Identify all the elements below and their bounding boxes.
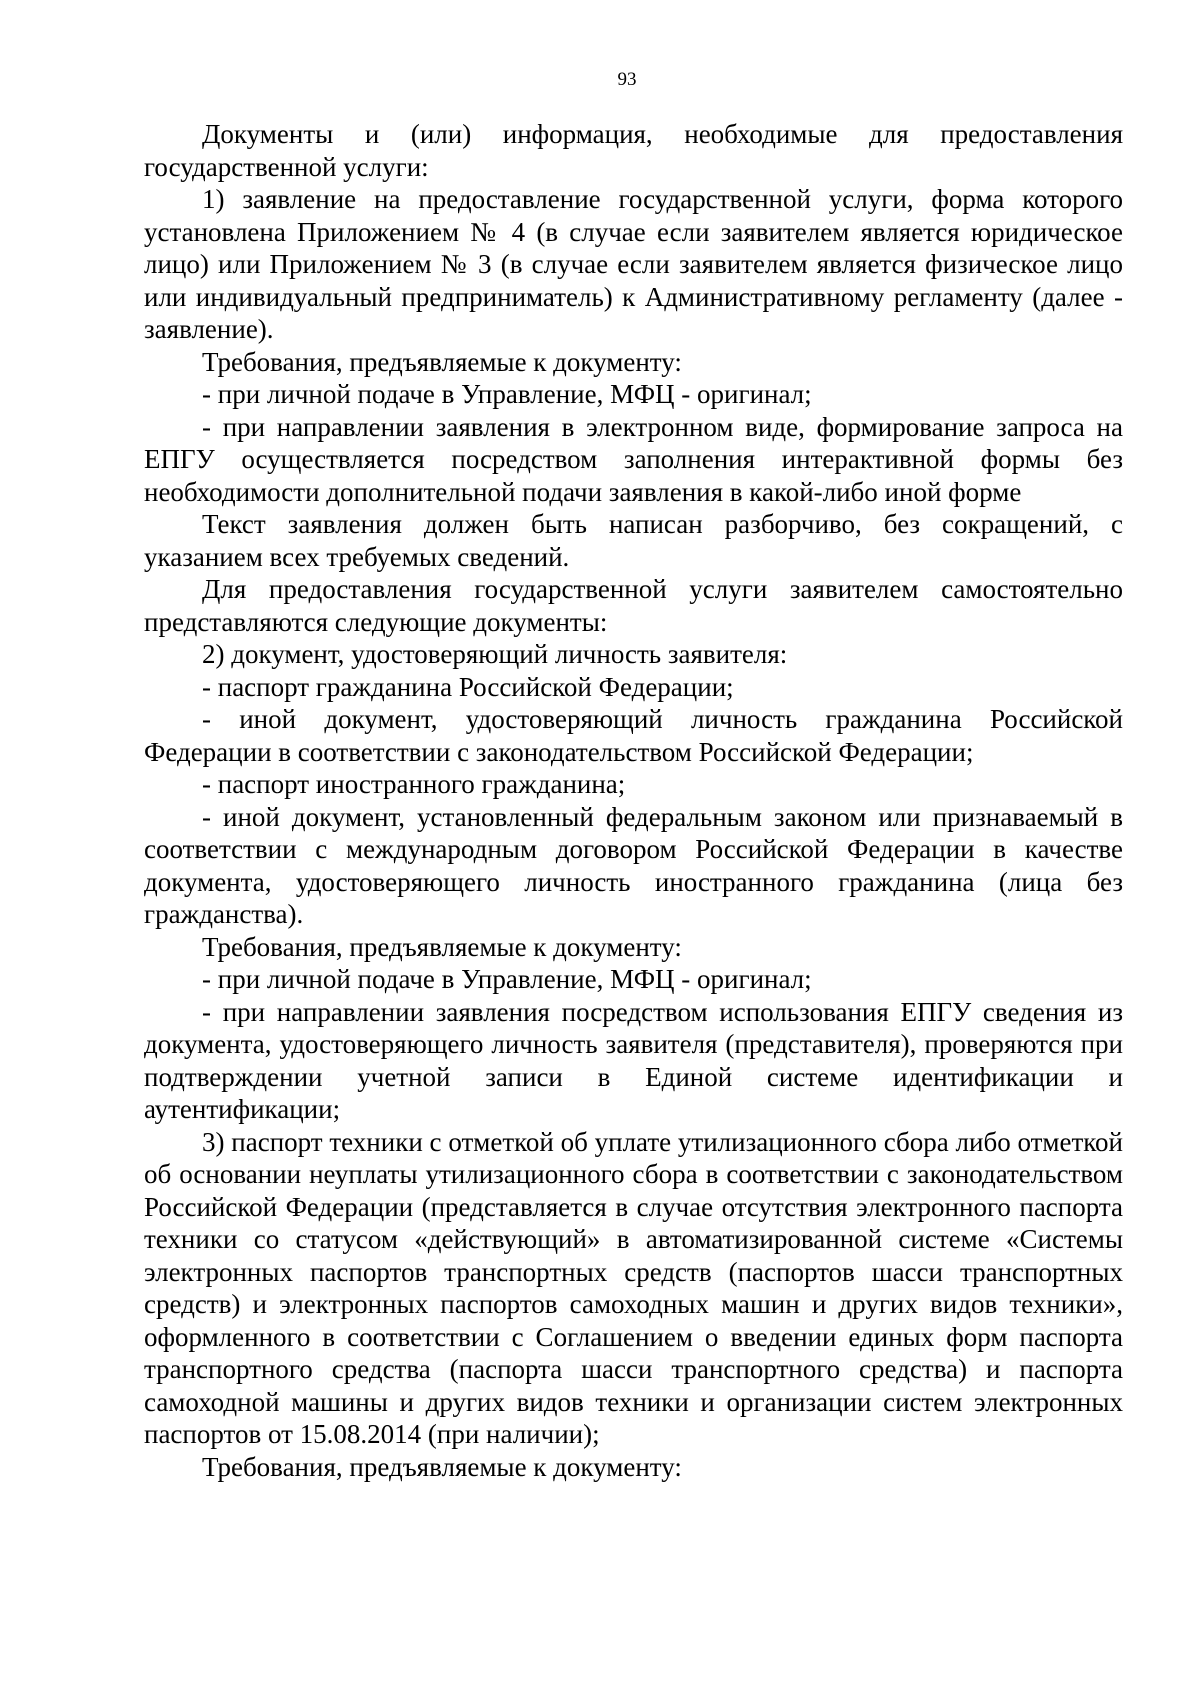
paragraph-russian-passport: - паспорт гражданина Российской Федерации; — [202, 671, 734, 702]
paragraph-electronic-submission: - при направлении заявления в электронном виде, формирование запроса на ЕПГУ осуществляется посредством заполнения интерактивной формы без необходимости дополнительной подачи заявления в какой-либо иной форме — [144, 411, 1123, 507]
paragraph-foreign-passport: - паспорт иностранного гражданина; — [202, 769, 626, 799]
paragraph-epgu-identity-check: - при направлении заявления посредством использования ЕПГУ сведения из документа, удостоверяющего личность заявителя (представителя), проверяются при подтверждении учетной записи в Единой системе идентификации и аутентификации; — [144, 996, 1123, 1124]
paragraph-other-foreign-id: - иной документ, установленный федеральным законом или признаваемый в соответствии с международным договором Российской Федерации в качестве документа, удостоверяющего личность иностранного гражданина (лица без гражданства). — [144, 801, 1123, 929]
paragraph-item-3-equipment-passport: 3) паспорт техники с отметкой об уплате утилизационного сбора либо отметкой об основании неуплаты утилизационного сбора в соответствии с законодательством Российской Федерации (представляется в случае отсутствия электронного паспорта техники со статусом «действующий» в автоматизированной системе «Системы электронных паспортов транспортных средств (паспортов шасси транспортных средств) и электронных паспортов самоходных машин и других видов техники», оформленного в соответствии с Соглашением о введении единых форм паспорта транспортного средства (паспорта шасси транспортного средства) и паспорта самоходной машины и других видов техники и организации систем электронных паспортов от 15.08.2014 (при наличии); — [144, 1126, 1123, 1449]
paragraph-item-1-application: 1) заявление на предоставление государственной услуги, форма которого установлена Приложением № 4 (в случае если заявителем является юридическое лицо) или Приложением № 3 (в случае если заявителем является физическое лицо или индивидуальный предприниматель) к Административному регламенту (далее - заявление). — [144, 184, 1123, 344]
paragraph-item-2-identity-document: 2) документ, удостоверяющий личность заявителя: — [202, 639, 788, 669]
paragraph-self-provided-documents: Для предоставления государственной услуги заявителем самостоятельно представляются следующие документы: — [144, 574, 1123, 637]
paragraph-other-russian-id: - иной документ, удостоверяющий личность гражданина Российской Федерации в соответствии с законодательством Российской Федерации; — [144, 704, 1123, 767]
paragraph-requirements-heading-3: Требования, предъявляемые к документу: — [202, 1451, 682, 1482]
paragraph-personal-submission: - при личной подаче в Управление, МФЦ - оригинал; — [202, 379, 812, 409]
paragraph-requirements-heading-2: Требования, предъявляемые к документу: — [202, 931, 682, 962]
paragraph-requirements-heading: Требования, предъявляемые к документу: — [202, 346, 682, 377]
page-number: 93 — [617, 69, 637, 90]
paragraph-documents-intro: Документы и (или) информация, необходимые для предоставления государственной услуги: — [144, 119, 1123, 182]
document-body — [144, 118, 1123, 1483]
paragraph-application-text: Текст заявления должен быть написан разборчиво, без сокращений, с указанием всех требуемых сведений. — [144, 509, 1123, 572]
paragraph-personal-submission-2: - при личной подаче в Управление, МФЦ - оригинал; — [202, 964, 812, 994]
